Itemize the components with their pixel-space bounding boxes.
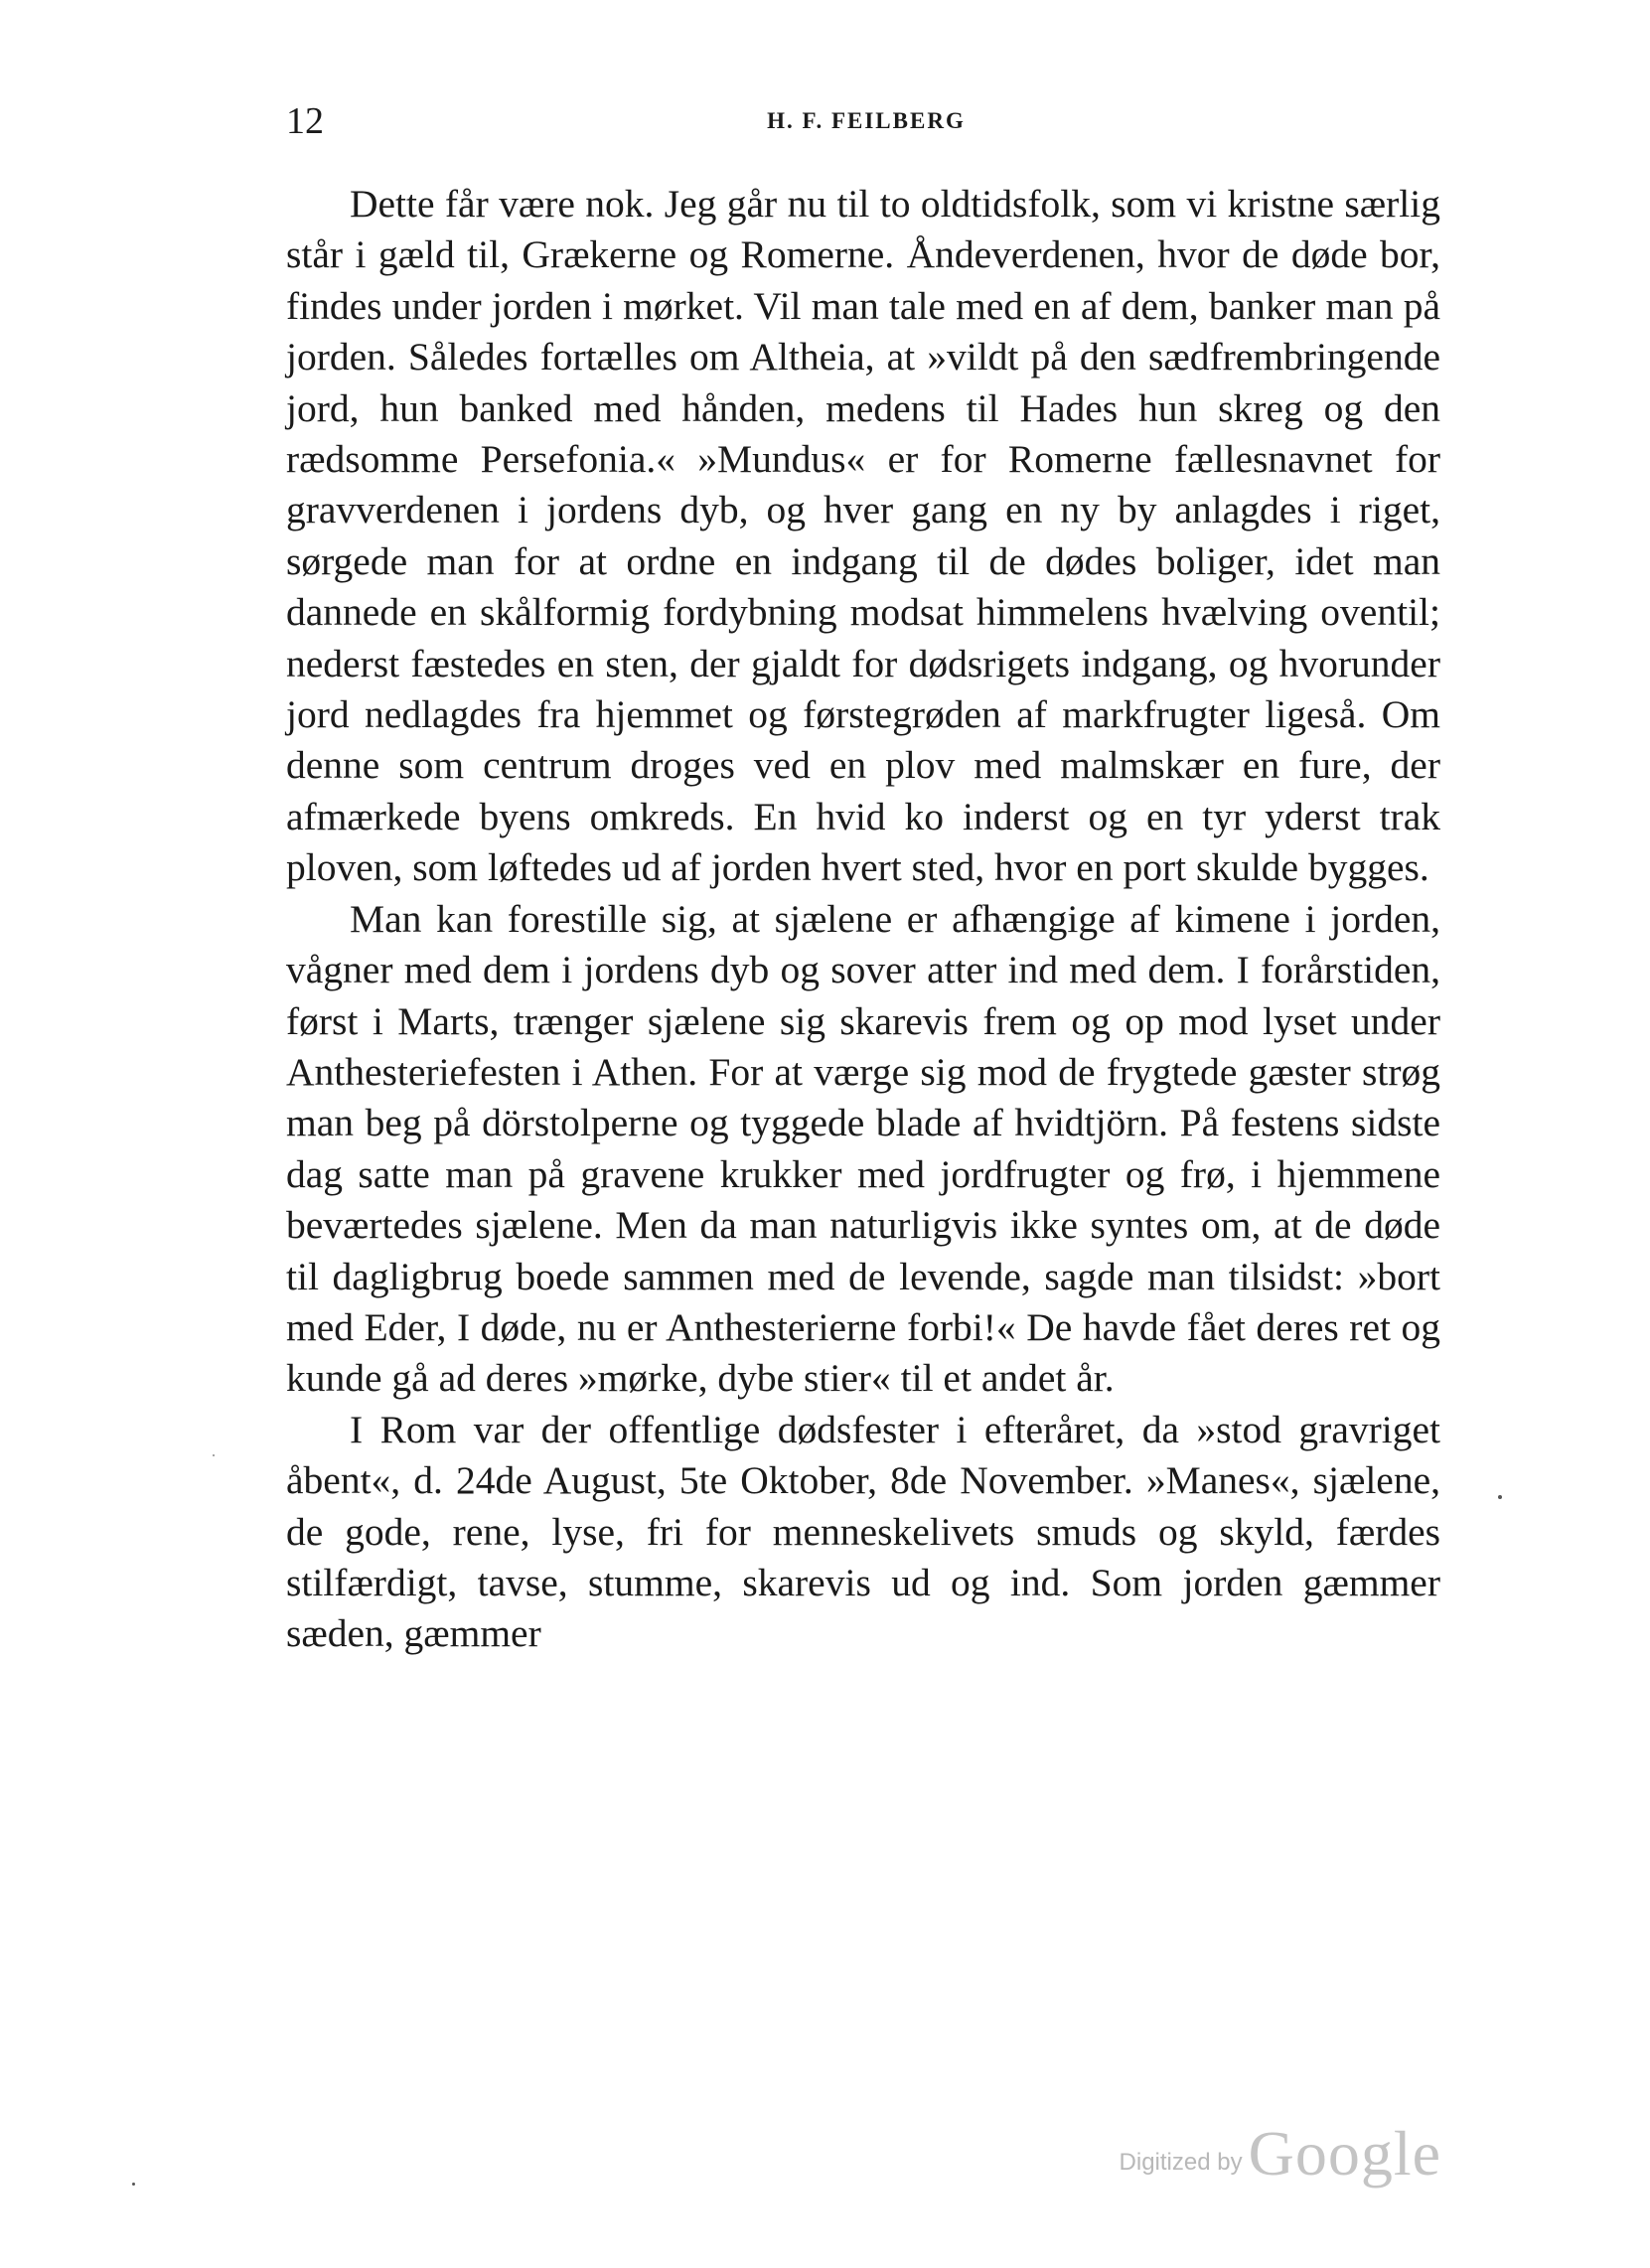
watermark-brand: Google <box>1248 2118 1441 2189</box>
watermark-prefix: Digitized by <box>1119 2149 1243 2176</box>
digitized-watermark <box>1120 2111 1441 2191</box>
paragraph: Dette får være nok. Jeg går nu til to oldtidsfolk, som vi kristne særlig står i gæld til, Grækerne og Romerne. Åndeverdenen, hvor de døde bor, findes under jorden i mørket. Vil man tale med en af dem, banker man på jorden. Således fortælles om Altheia, at »vildt på den sædfrembringende jord, hun banked med hånden, medens til Hades hun skreg og den rædsomme Persefonia.« »Mundus« er for Romerne fællesnavnet for gravverdenen i jordens dyb, og hver gang en ny by anlagdes i riget, sørgede man for at ordne en indgang til de dødes boliger, idet man dannede en skålformig fordybning modsat himmelens hvælving oventil; nederst fæstedes en sten, der gjaldt for dødsrigets indgang, og hvorunder jord nedlagdes fra hjemmet og førstegrøden af markfrugter ligeså. Om denne som centrum droges ved en plov med malmskær en fure, der afmærkede byens omkreds. En hvid ko inderst og en tyr yderst trak ploven, som løftedes ud af jorden hvert sted, hvor en port skulde bygges. <box>286 182 1440 890</box>
paragraph: Man kan forestille sig, at sjælene er afhængige af kimene i jorden, vågner med dem i jordens dyb og sover atter ind med dem. I forårstiden, først i Marts, trænger sjælene sig skarevis frem og op mod lyset under Anthesteriefesten i Athen. For at værge sig mod de frygtede gæster strøg man beg på dörstolperne og tyggede blade af hvidtjörn. På festens sidste dag satte man på gravene krukker med jordfrugter og frø, i hjemmene beværtedes sjælene. Men da man naturligvis ikke syntes om, at de døde til dagligbrug boede sammen med de levende, sagde man tilsidst: »bort med Eder, I døde, nu er Anthesterierne forbi!« De havde fået deres ret og kunde gå ad deres »mørke, dybe stier« til et andet år. <box>286 896 1440 1401</box>
paragraph: I Rom var der offentlige dødsfester i efteråret, da »stod gravriget åbent«, d. 24de August, 5te Oktober, 8de November. »Manes«, sjælene, de gode, rene, lyse, fri for menneskelivets smuds og skyld, færdes stilfærdigt, tavse, stumme, skarevis ud og ind. Som jorden gæmmer sæden, gæmmer <box>286 1407 1440 1656</box>
page-number: 12 <box>286 100 324 142</box>
body-text <box>286 179 1440 1660</box>
scan-speck <box>132 2183 135 2186</box>
scan-speck <box>213 1454 215 1456</box>
scan-speck <box>1498 1495 1502 1499</box>
running-head <box>286 95 1446 147</box>
running-title: H. F. FEILBERG <box>767 108 966 133</box>
